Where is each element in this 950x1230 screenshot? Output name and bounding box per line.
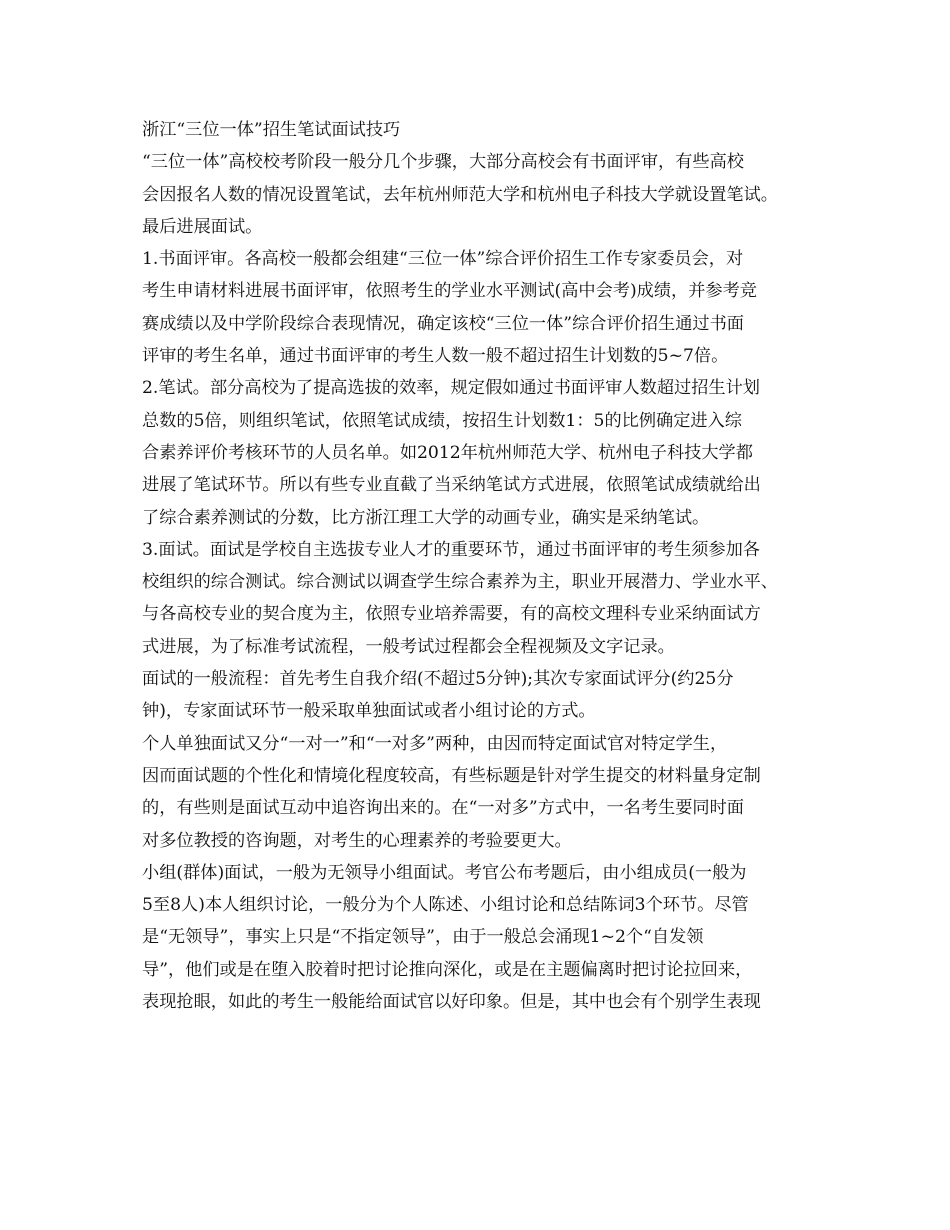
text-line: 小组(群体)面试，一般为无领导小组面试。考官公布考题后，由小组成员(一般为 bbox=[142, 862, 747, 883]
text-line: 对多位教授的咨询题，对考生的心理素养的考验要更大。 bbox=[142, 830, 572, 851]
text-line: “三位一体”高校校考阶段一般分几个步骤，大部分高校会有书面评审，有些高校 bbox=[142, 152, 744, 173]
text-line: 是“无领导”，事实上只是“不指定领导”，由于一般总会涌现1~2个“自发领 bbox=[142, 927, 704, 948]
text-line: 会因报名人数的情况设置笔试，去年杭州师范大学和杭州电子科技大学就设置笔试。 bbox=[142, 184, 778, 205]
text-line: 与各高校专业的契合度为主，依照专业培养需要，有的高校文理科专业采纳面试方 bbox=[142, 604, 761, 625]
text-line: 评审的考生名单，通过书面评审的考生人数一般不超过招生计划数的5~7倍。 bbox=[142, 346, 729, 367]
text-line: 合素养评价考核环节的人员名单。如2012年杭州师范大学、杭州电子科技大学都 bbox=[142, 442, 753, 463]
text-line: 3.面试。面试是学校自主选拔专业人才的重要环节，通过书面评审的考生须参加各 bbox=[142, 539, 760, 560]
text-line: 表现抢眼，如此的考生一般能给面试官以好印象。但是，其中也会有个别学生表现 bbox=[142, 992, 761, 1013]
text-line: 的，有些则是面试互动中追咨询出来的。在“一对多”方式中，一名考生要同时面 bbox=[142, 798, 744, 819]
text-line: 了综合素养测试的分数，比方浙江理工大学的动画专业，确实是采纳笔试。 bbox=[142, 507, 710, 528]
text-line: 进展了笔试环节。所以有些专业直截了当采纳笔试方式进展，依照笔试成绩就给出 bbox=[142, 475, 761, 496]
text-line: 2.笔试。部分高校为了提高选拔的效率，规定假如通过书面评审人数超过招生计划 bbox=[142, 378, 760, 399]
text-line: 总数的5倍，则组织笔试，依照笔试成绩，按招生计划数1：5的比例确定进入综 bbox=[142, 410, 742, 431]
text-line: 1.书面评审。各高校一般都会组建“三位一体”综合评价招生工作专家委员会，对 bbox=[142, 249, 744, 270]
text-line: 校组织的综合测试。综合测试以调查学生综合素养为主，职业开展潜力、学业水平、 bbox=[142, 572, 778, 593]
text-line: 赛成绩以及中学阶段综合表现情况，确定该校“三位一体”综合评价招生通过书面 bbox=[142, 313, 744, 334]
text-line: 因而面试题的个性化和情境化程度较高，有些标题是针对学生提交的材料量身定制 bbox=[142, 765, 761, 786]
text-line: 5至8人)本人组织讨论，一般分为个人陈述、小组讨论和总结陈词3个环节。尽管 bbox=[142, 895, 749, 916]
text-line: 最后进展面试。 bbox=[142, 216, 263, 237]
document-body bbox=[142, 114, 822, 1018]
text-line: 面试的一般流程：首先考生自我介绍(不超过5分钟);其次专家面试评分(约25分 bbox=[142, 669, 734, 690]
text-line: 考生申请材料进展书面评审，依照考生的学业水平测试(高中会考)成绩，并参考竞 bbox=[142, 281, 757, 302]
document-title: 浙江“三位一体”招生笔试面试技巧 bbox=[142, 120, 401, 140]
text-line: 导”，他们或是在堕入胶着时把讨论推向深化，或是在主题偏离时把讨论拉回来， bbox=[142, 959, 753, 980]
text-line: 式进展，为了标准考试流程，一般考试过程都会全程视频及文字记录。 bbox=[142, 636, 675, 657]
text-line: 钟)，专家面试环节一般采取单独面试或者小组讨论的方式。 bbox=[142, 701, 596, 722]
text-line: 个人单独面试又分“一对一”和“一对多”两种，由因而特定面试官对特定学生， bbox=[142, 733, 728, 754]
